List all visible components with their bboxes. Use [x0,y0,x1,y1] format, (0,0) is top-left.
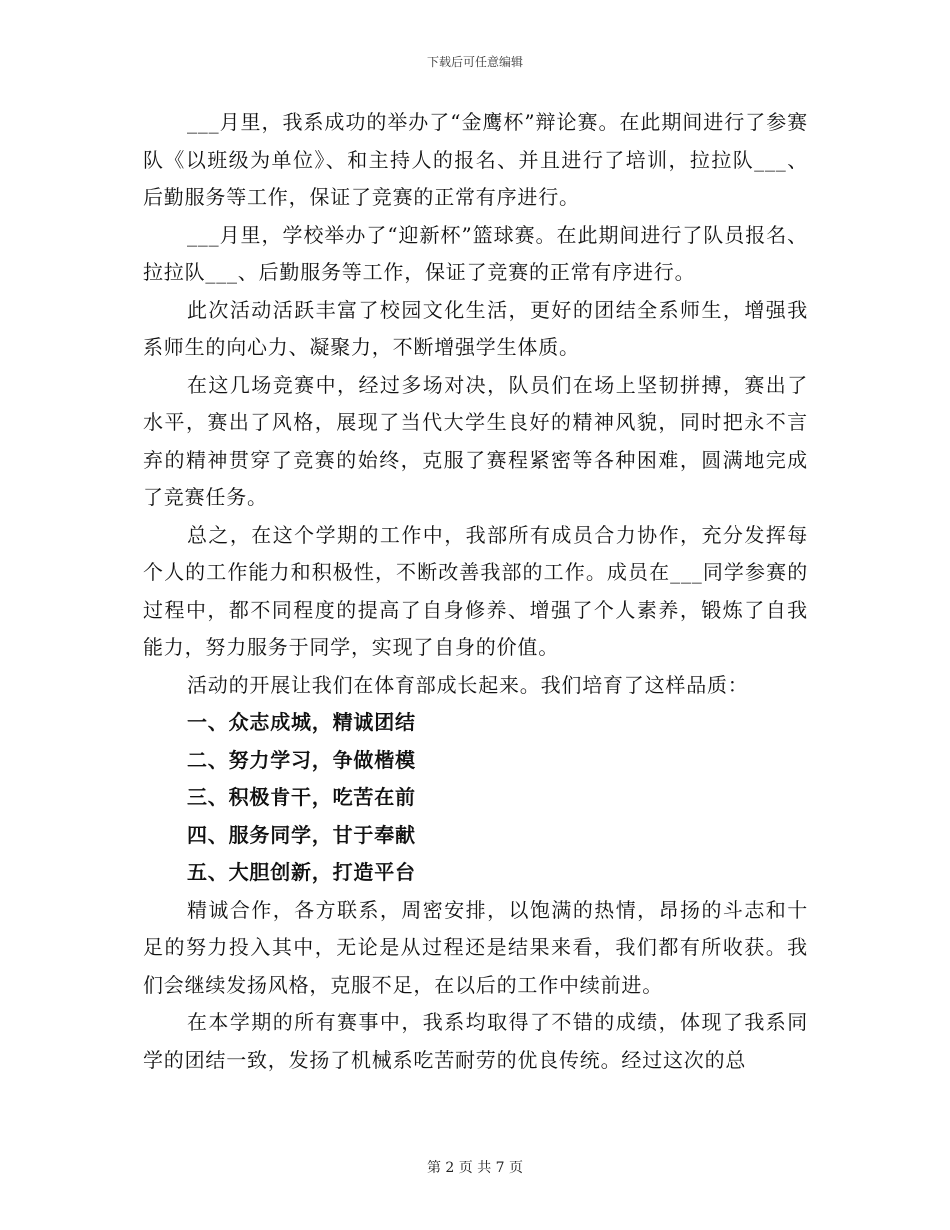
quality-item-5: 五、大胆创新，打造平台 [187,860,416,884]
quality-item-2: 二、努力学习，争做楷模 [187,747,416,772]
paragraph-competition: 在这几场竞赛中，经过多场对决，队员们在场上坚韧拼搏，赛出了水平，赛出了风格，展现了当代大学生良好的精神风貌，同时把永不言弃的精神贯穿了竞赛的始终，克服了赛程紧密等各种困难，圆满地完成了竞赛任务。 [143,372,808,509]
paragraph-qualities-intro: 活动的开展让我们在体育部成长起来。我们培育了这样品质： [187,672,749,697]
paragraph-campus-culture: 此次活动活跃丰富了校园文化生活，更好的团结全系师生，增强我系师生的向心力、凝聚力，不断增强学生体质。 [143,297,808,359]
quality-item-1: 一、众志成城，精诚团结 [187,710,416,734]
paragraph-summary: 总之，在这个学期的工作中，我部所有成员合力协作，充分发挥每个人的工作能力和积极性，不断改善我部的工作。成员在___同学参赛的过程中，都不同程度的提高了自身修养、增强了个人素养，锻炼了自我能力，努力服务于同学，实现了自身的价值。 [143,522,808,659]
quality-item-3: 三、积极肯干，吃苦在前 [187,785,416,809]
paragraph-cooperation: 精诚合作，各方联系，周密安排，以饱满的热情，昂扬的斗志和十足的努力投入其中，无论是从过程还是结果来看，我们都有所收获。我们会继续发扬风格，克服不足，在以后的工作中续前进。 [143,897,808,997]
paragraph-basketball: ___月里，学校举办了“迎新杯”篮球赛。在此期间进行了队员报名、拉拉队___、后勤服务等工作，保证了竞赛的正常有序进行。 [143,222,808,284]
paragraph-achievements: 在本学期的所有赛事中，我系均取得了不错的成绩，体现了我系同学的团结一致，发扬了机械系吃苦耐劳的优良传统。经过这次的总 [143,1010,808,1072]
page-header: 下载后可任意编辑 [426,55,523,69]
quality-item-4: 四、服务同学，甘于奉献 [187,822,416,847]
page-number: 第 2 页 共 7 页 [426,1160,524,1176]
paragraph-debate: ___月里，我系成功的举办了“金鹰杯”辩论赛。在此期间进行了参赛队《以班级为单位》、和主持人的报名、并且进行了培训，拉拉队___、后勤服务等工作，保证了竞赛的正常有序进行。 [143,110,808,209]
document-body [143,104,808,1079]
